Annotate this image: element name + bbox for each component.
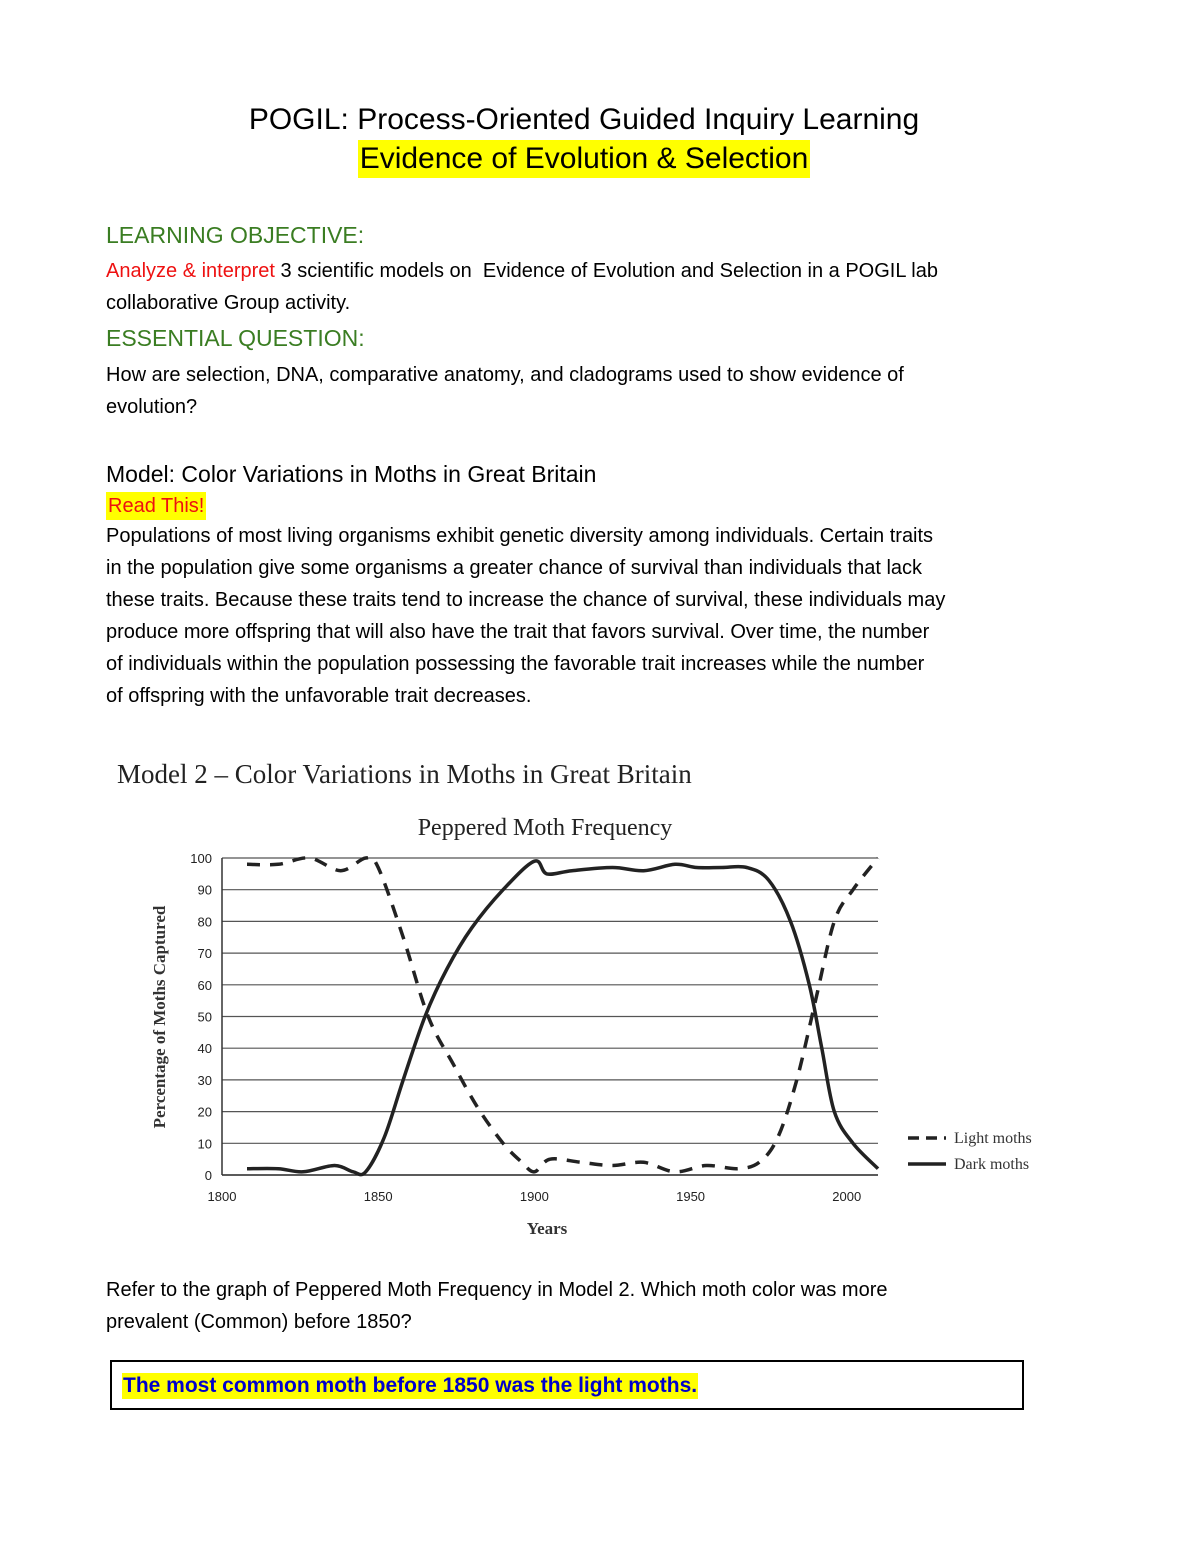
y-tick-label: 20 <box>197 1104 212 1120</box>
chart-ticks <box>190 851 861 1204</box>
x-tick-label: 1900 <box>519 1189 549 1204</box>
legend-label: Dark moths <box>954 1156 1030 1173</box>
y-tick-label: 90 <box>197 882 212 898</box>
paragraph-line: these traits. Because these traits tend to increase the chance of survival, these individuals may <box>106 589 946 611</box>
chart-title: Peppered Moth Frequency <box>417 815 673 841</box>
x-tick-label: 1850 <box>363 1189 393 1204</box>
learning-objective-line-2: collaborative Group activity. <box>106 292 351 314</box>
y-tick-label: 40 <box>197 1041 212 1057</box>
question-line-1: Refer to the graph of Peppered Moth Frequency in Model 2. Which moth color was more <box>106 1279 888 1301</box>
paragraph-line: of offspring with the unfavorable trait decreases. <box>106 685 532 707</box>
x-tick-label: 1950 <box>676 1189 706 1204</box>
chart-legend <box>908 1130 1032 1173</box>
chart-grid <box>222 858 878 1175</box>
y-tick-label: 10 <box>197 1136 212 1152</box>
document-subtitle: Evidence of Evolution & Selection <box>358 140 811 178</box>
x-axis-label: Years <box>526 1219 568 1238</box>
y-tick-label: 0 <box>204 1168 212 1183</box>
question-text <box>106 1274 1066 1338</box>
paragraph-line: in the population give some organisms a greater chance of survival than individuals that lack <box>106 557 923 579</box>
y-tick-label: 80 <box>197 914 212 930</box>
y-tick-label: 50 <box>197 1009 212 1025</box>
model-heading: Model: Color Variations in Moths in Great Britain <box>106 461 597 487</box>
learning-objective-heading: LEARNING OBJECTIVE: <box>106 222 365 248</box>
read-this-label: Read This! <box>106 492 206 520</box>
question-line-2: prevalent (Common) before 1850? <box>106 1311 412 1333</box>
figure-title: Model 2 – Color Variations in Moths in Great Britain <box>117 759 692 789</box>
document-title: POGIL: Process-Oriented Guided Inquiry Learning <box>248 103 920 136</box>
objective-highlight: Analyze & interpret <box>106 260 275 282</box>
essential-question-heading: ESSENTIAL QUESTION: <box>106 325 365 351</box>
y-tick-label: 100 <box>190 851 212 866</box>
x-tick-label: 2000 <box>832 1189 862 1204</box>
legend-label: Light moths <box>954 1130 1032 1147</box>
y-axis-label: Percentage of Moths Captured <box>150 905 169 1129</box>
answer-text: The most common moth before 1850 was the light moths. <box>123 1374 698 1397</box>
paragraph-line: produce more offspring that will also have the trait that favors survival. Over time, the number <box>106 621 930 643</box>
essential-question-line-2: evolution? <box>106 396 198 418</box>
answer-box[interactable] <box>110 1360 1024 1410</box>
y-tick-label: 70 <box>197 946 212 962</box>
objective-text-1: 3 scientific models on Evidence of Evolution and Selection in a POGIL lab <box>274 260 938 282</box>
paragraph-line: of individuals within the population possessing the favorable trait increases while the number <box>106 653 925 675</box>
essential-question-line-1: How are selection, DNA, comparative anatomy, and cladograms used to show evidence of <box>106 364 904 386</box>
y-tick-label: 60 <box>197 977 212 993</box>
paragraph-line: Populations of most living organisms exhibit genetic diversity among individuals. Certain traits <box>106 525 934 547</box>
x-tick-label: 1800 <box>207 1189 237 1204</box>
y-tick-label: 30 <box>197 1072 212 1088</box>
